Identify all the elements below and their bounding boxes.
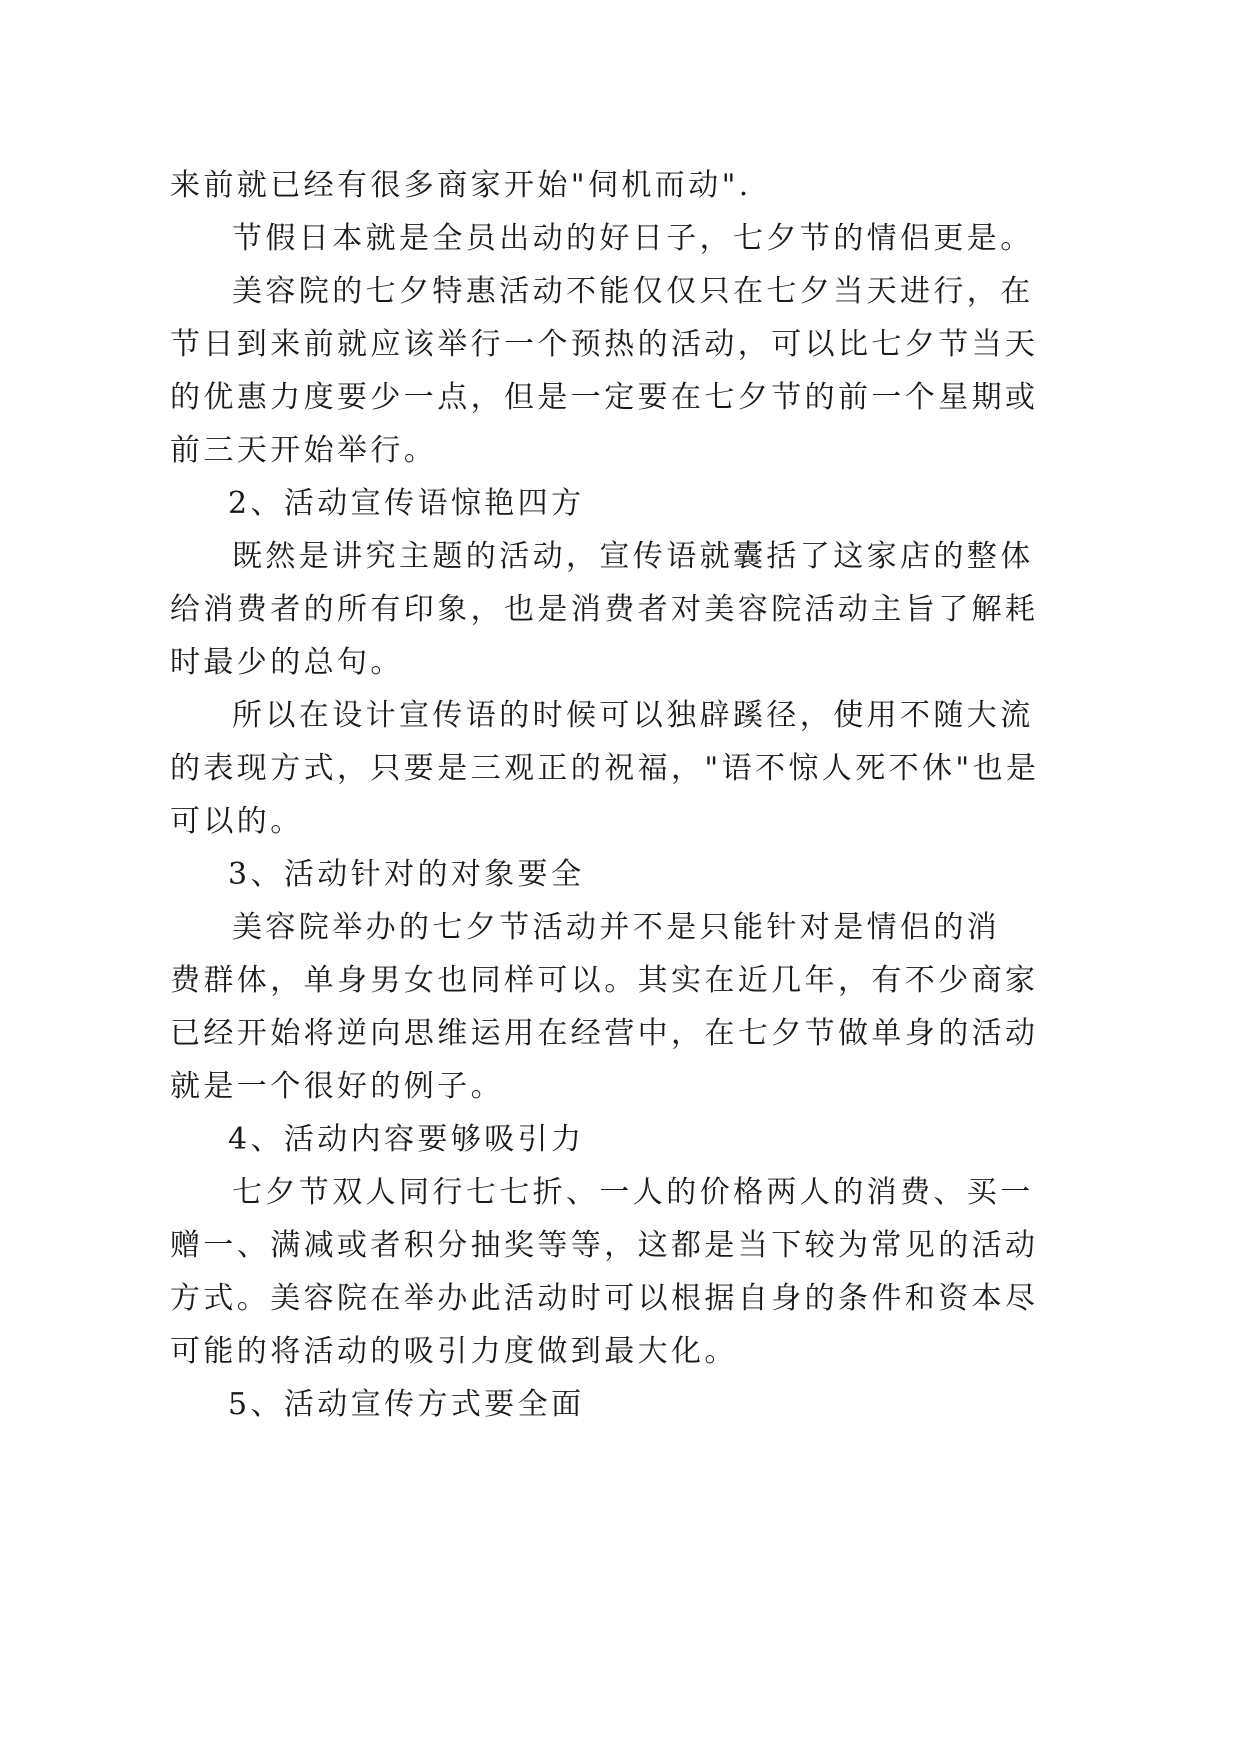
text-line: 所以在设计宣传语的时候可以独辟蹊径，使用不随大流: [232, 698, 1034, 733]
text-line: 的表现方式，只要是三观正的祝福，"语不惊人死不休"也是: [170, 751, 1040, 786]
text-line: 可以的。: [170, 804, 304, 839]
text-line: 就是一个很好的例子。: [170, 1069, 504, 1104]
section-heading: 4、活动内容要够吸引力: [228, 1122, 585, 1157]
text-line: 七夕节双人同行七七折、一人的价格两人的消费、买一: [232, 1175, 1034, 1210]
text-line: 费群体，单身男女也同样可以。其实在近几年，有不少商家: [170, 963, 1039, 998]
text-line: 赠一、满减或者积分抽奖等等，这都是当下较为常见的活动: [170, 1228, 1039, 1263]
section-heading: 3、活动针对的对象要全: [228, 857, 585, 892]
section-heading: 2、活动宣传语惊艳四方: [228, 486, 585, 521]
text-line: 已经开始将逆向思维运用在经营中，在七夕节做单身的活动: [170, 1016, 1039, 1051]
text-line: 方式。美容院在举办此活动时可以根据自身的条件和资本尽: [170, 1281, 1039, 1316]
text-line: 美容院举办的七夕节活动并不是只能针对是情侣的消: [232, 910, 1001, 945]
text-line: 来前就已经有很多商家开始"伺机而动".: [170, 168, 752, 203]
text-line: 给消费者的所有印象，也是消费者对美容院活动主旨了解耗: [170, 592, 1039, 627]
text-line: 的优惠力度要少一点，但是一定要在七夕节的前一个星期或: [170, 380, 1039, 415]
section-heading: 5、活动宣传方式要全面: [228, 1387, 585, 1422]
text-line: 美容院的七夕特惠活动不能仅仅只在七夕当天进行，在: [232, 274, 1034, 309]
text-line: 节日到来前就应该举行一个预热的活动，可以比七夕节当天: [170, 327, 1039, 362]
text-line: 节假日本就是全员出动的好日子，七夕节的情侣更是。: [232, 221, 1034, 256]
text-line: 既然是讲究主题的活动，宣传语就囊括了这家店的整体: [232, 539, 1034, 574]
text-line: 可能的将活动的吸引力度做到最大化。: [170, 1334, 738, 1369]
text-line: 时最少的总句。: [170, 645, 404, 680]
text-line: 前三天开始举行。: [170, 433, 438, 468]
